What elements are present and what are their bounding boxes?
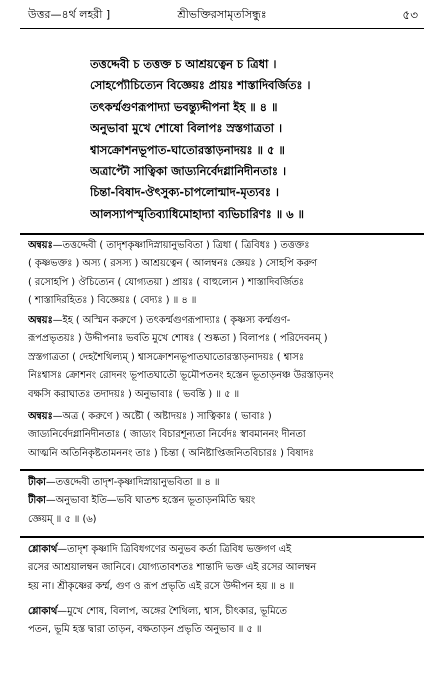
translation-divider [20, 536, 424, 538]
anvaya-text: আত্মনি অতিনিকৃষ্টতামননং তাঃ ) চিন্তা ( অনিষ্টাপ্তিজনিতবিচারঃ ) বিষাদঃ [28, 447, 314, 459]
header-rule [20, 28, 424, 29]
shlokartha-text: পতন, ভূমি হস্ত দ্বারা তাড়ন, বক্ষতাড়ন প্রভৃতি অনুভাব ॥ ৫ ॥ [28, 624, 262, 636]
commentary-divider [20, 469, 424, 471]
verse-line: চিন্তা-বিষাদ-ঔৎসুক্য-চাপলোন্মাদ-মৃত্যবঃ । [90, 185, 279, 200]
chapter-label: উত্তর—৪র্থ লহরী ] [28, 8, 111, 21]
anvaya-text: ( রসোহপি ) ঔচিত্যেন ( যোগ্যতয়া ) প্রায়ঃ ( বাহুল্যেন ) শাস্তাদিবর্জিতঃ [28, 276, 304, 288]
tika-commentary [28, 474, 420, 529]
shlokartha-label: শ্লোকার্থ [28, 544, 58, 555]
shlokartha-text: হয় না। শ্রীকৃষ্ণের কর্ম্ম, গুণ ও রূপ প্রভৃতি এই রসে উদ্দীপন হয় ॥ ৪ ॥ [28, 580, 295, 592]
tika-text: —অনুভাবা ইতি—ভবি ঘাতশ্চ হস্তেন ভূতাড়নমিতি দ্বয়ং [45, 495, 256, 507]
running-header [20, 6, 424, 24]
shlokartha-text: —তাদৃশ কৃষ্ণাদি ত্রিবিধগণের অনুভব কর্তা ত্রিবিধ ভক্তগণ এই [57, 544, 292, 555]
tika-label: টীকা [28, 495, 46, 507]
anvaya-text: —তত্তদ্দেবী ( তাদৃশকৃষ্ণাদিস্নায়ানুভবিতা ) ত্রিধা ( ত্রিবিধঃ ) তত্তক্তঃ [52, 240, 310, 251]
shlokartha-4 [28, 541, 420, 596]
tika-text: —তত্তদ্দেবী তাদৃশ-কৃষ্ণাদিস্নায়ানুভবিতা ॥ ৪ ॥ [45, 477, 220, 488]
anvaya-text: জাড্যনির্বেদগ্লানিদীনতাঃ ( জাড্যং বিচারশূন্যতা নির্বেদঃ স্বাবমাননং দীনতা [28, 429, 306, 441]
tika-label: টীকা [28, 477, 46, 488]
verse-line: অনুভাবা মুখে শোষো বিলাপঃ স্রস্তগাত্রতা । [90, 121, 283, 136]
verse-line: তৎকর্ম্মগুণরূপাদ্যা ভবন্ত্যুদ্দীপনা ইহ ॥ ৪ ॥ [90, 99, 278, 114]
sanskrit-verse [90, 54, 420, 225]
tika-text: জ্ঞেয়ম্ ॥ ৫ ॥ (৬) [28, 513, 97, 525]
verse-line: আলস্যাপস্মৃতিব্যাধিমোহাদ্যা ব্যভিচারিণঃ ॥ ৬ ॥ [90, 206, 304, 221]
shlokartha-text: রসের আশ্রয়ালম্বন জানিবে। যোগ্যতাবশতঃ শান্তাদি ভক্ত এই রসের আলম্বন [28, 562, 317, 574]
verse-line: শ্বাসক্রোশনভূপাত-ঘাতোরস্তাড়নাদয়ঃ ॥ ৫ ॥ [90, 142, 285, 157]
anvaya-label: অন্বয়ঃ [28, 315, 53, 326]
anvaya-text: ( কৃষ্ণভক্তঃ ) অস্য ( রসস্য ) আশ্রয়ত্বেন ( আলম্বনঃ জ্ঞেয়ঃ ) সোহপি করুণ [28, 258, 317, 270]
verse-line: সোহপ্যৌচিত্যেন বিজ্ঞেয়ঃ প্রায়ঃ শাস্তাদিবর্জিতঃ । [90, 78, 311, 93]
anvaya-text: —অত্র ( করুণে ) অষ্টৌ ( অষ্টাদয়ঃ ) সাত্বিকাঃ ( ভাবাঃ ) [52, 411, 272, 422]
anvaya-text: বক্ষসি করাঘাতঃ তদাদয়ঃ ) অনুভাবাঃ ( ভবন্তি ) ॥ ৫ ॥ [28, 388, 240, 400]
anvaya-text: স্রস্তগাত্রতা ( দেহশৈথিল্যম্ ) শ্বাসক্রোশনভূপাতঘাতোরস্তাড়নাদয়ঃ ( শ্বাসঃ [28, 351, 304, 363]
shlokartha-5 [28, 603, 420, 640]
shlokartha-text: —মুখে শোষ, বিলাপ, অঙ্গের শৈথিল্য, শ্বাস, চীৎকার, ভূমিতে [57, 606, 287, 617]
book-title: শ্রীভক্তিরসামৃতসিন্ধুঃ [177, 8, 267, 21]
anvaya-text: ( শাস্তাদিরহিতঃ ) বিজ্ঞেয়ঃ ( বেদ্যঃ ) ॥ ৪ ॥ [28, 295, 197, 307]
anvaya-text: নিঃশ্বাসঃ ক্রোশনং রোদনং ভূপাতঘাতৌ ভূমৌপতনং হস্তেন ভূতাড়নঞ্চ উরস্তাড়নং [28, 370, 334, 382]
anvaya-6 [28, 408, 420, 463]
page-number: ৫৩ [402, 8, 418, 22]
anvaya-text: রূপপ্রভৃতয়ঃ ) উদ্দীপনাঃ ভবতি মুখে শোষঃ ( শুষ্কতা ) বিলাপঃ ( পরিদেবনম্ ) [28, 333, 328, 345]
verse-line: তত্তদ্দেবী চ তত্তক্ত চ আশ্রয়ত্বেন চ ত্রিধা । [90, 57, 277, 71]
anvaya-5 [28, 312, 420, 404]
verse-divider [20, 233, 424, 235]
shlokartha-label: শ্লোকার্থ [28, 606, 58, 617]
verse-line: অত্রাপ্টৌ সাত্বিকা জাড্যনির্বেদগ্লানিদীনতাঃ । [90, 163, 287, 178]
anvaya-label: অন্বয়ঃ [28, 411, 53, 422]
anvaya-4 [28, 237, 420, 311]
anvaya-label: অন্বয়ঃ [28, 240, 53, 251]
anvaya-text: —ইহ ( অস্মিন করুণে ) তৎকর্ম্মগুণরূপাদ্যাঃ ( কৃষ্ণস্য কর্ম্মগুণ- [52, 315, 291, 326]
